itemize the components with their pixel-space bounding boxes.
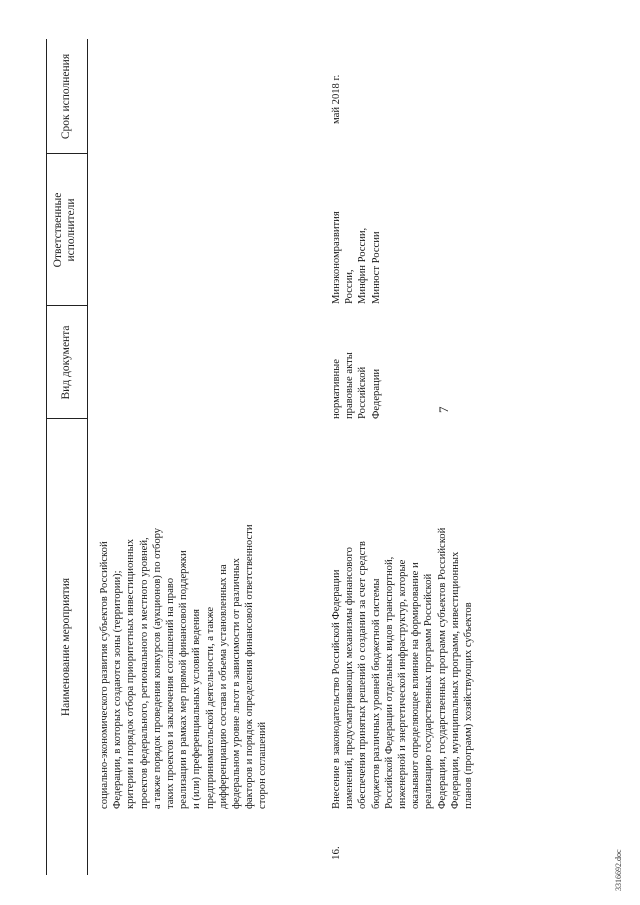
header-name: Наименование мероприятия [60, 577, 72, 717]
table-row-continued-name: социально-экономического развития субъектов Российской Федерации, в которых создаются зоны (территории); критерии и порядок отбора приоритетных инвестиционных проектов федерального, регионального и местного уровней, а также порядок проведения конкурсов (аукционов) по отбору таких проектов и заключения соглашений на право реализации в рамках мер прямой финансовой поддержки и (или) преференциальных условий ведения предпринимательской деятельности, а также дифференциацию состава и объема установленных на федеральном уровне льгот в зависимости от различных факторов и порядок определения финансовой ответственности сторон соглашений [99, 524, 269, 809]
table-row-deadline: май 2018 г. [331, 74, 342, 124]
page-number: 7 [436, 406, 451, 413]
header-bottom-border [87, 39, 88, 875]
header-deadline: Срок исполнения [60, 53, 72, 140]
header-executors: Ответственные исполнители [52, 192, 77, 268]
header-doc-type: Вид документа [60, 325, 72, 400]
row-number: 16. [330, 846, 342, 860]
table-top-border [46, 39, 47, 875]
table-row-executors: Минэкономразвития России, Минфин России, Минюст России [331, 211, 382, 304]
document-code: 3316692.doc [614, 849, 623, 891]
table-row-doc-type: нормативные правовые акты Российской Федерации [331, 352, 382, 419]
table-row-name: Внесение в законодательство Российской Федерации изменений, предусматривающих механизмы финансового обеспечения принятых решений о создании за счет средств бюджетов различных уровней бюджетной системы Российской Федерации отдельных видов транспортной, инженерной и энергетической инфраструктур, которые оказывают определяющее влияние на формирование и реализацию государственных программ Российской Федерации, государственных программ субъектов Российской Федерации, муниципальных программ, инвестиционных планов (программ) хозяйствующих субъектов [331, 527, 475, 809]
